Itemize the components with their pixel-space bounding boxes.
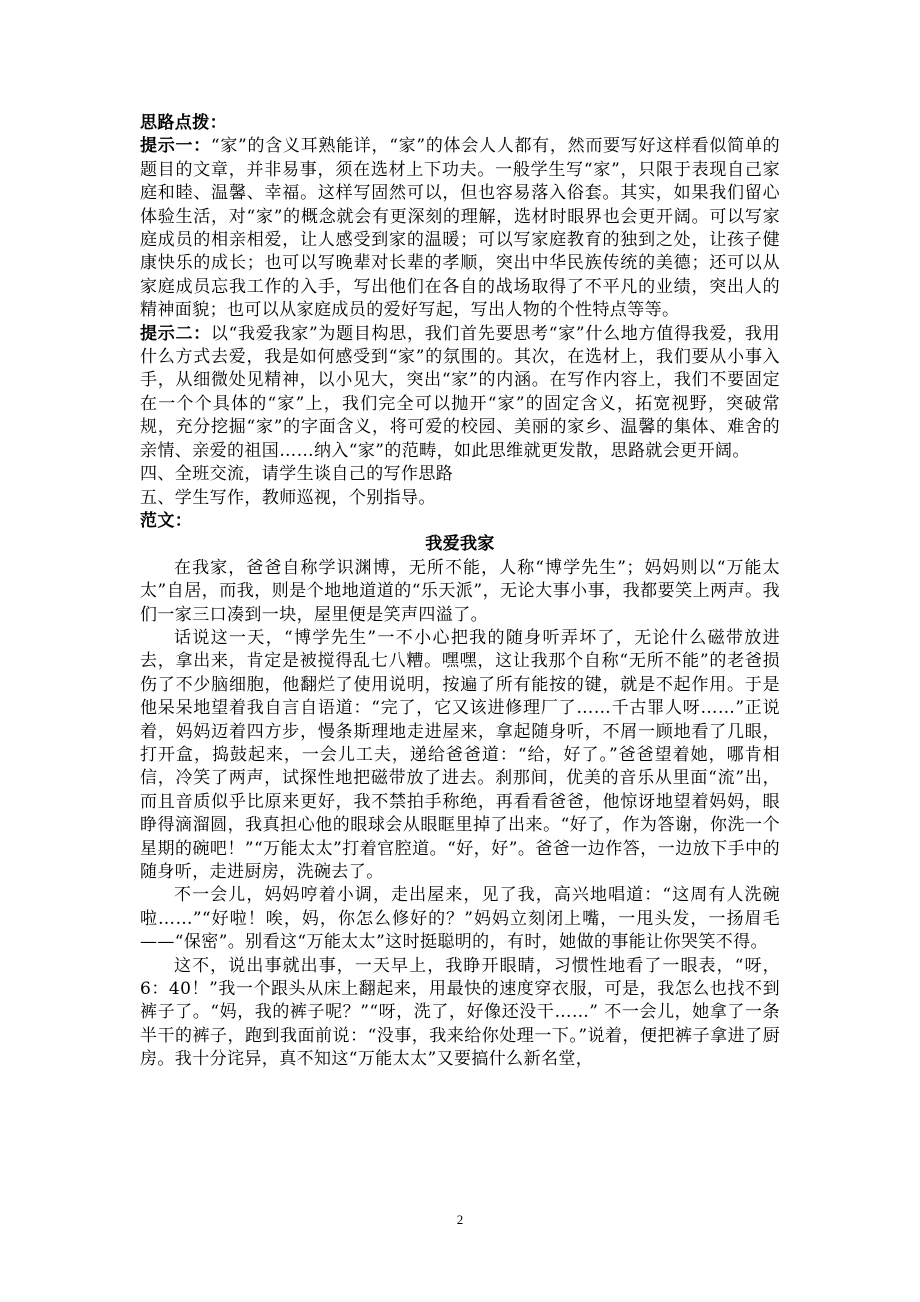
essay-title: 我爱我家 — [425, 534, 495, 555]
hint-one-label: 提示一： — [140, 136, 211, 157]
step-five: 五、学生写作，教师巡视，个别指导。 — [140, 487, 436, 508]
essay-paragraph: 话说这一天，“博学先生”一不小心把我的随身听弄坏了，无论什么磁带放进去，拿出来，肯定是被搅得乱七八糟。嘿嘿，这让我那个自称“无所不能”的老爸损伤了不少脑细胞，他翻烂了使用说明，按遍了所有能按的键，就是不起作用。于是他呆呆地望着我自言自语道：“完了，它又该进修理厂了……千古罪人呀……”正说着，妈妈迈着四方步，慢条斯理地走进屋来，拿起随身听，不屑一顾地看了几眼，打开盒，捣鼓起来，一会儿工夫，递给爸爸道：“给，好了。”爸爸望着她，哪肯相信，冷笑了两声，试探性地把磁带放了进去。刹那间，优美的音乐从里面“流”出，而且音质似乎比原来更好，我不禁拍手称绝，再看看爸爸，他惊讶地望着妈妈，眼睁得滴溜圆，我真担心他的眼球会从眼眶里掉了出来。“好了，作为答谢，你洗一个星期的碗吧！”“万能太太”打着官腔道。“好，好”。爸爸一边作答，一边放下手中的随身听，走进厨房，洗碗去了。 — [140, 627, 780, 882]
hint-one-paragraph — [140, 135, 780, 322]
model-essay-heading: 范文： — [140, 510, 193, 531]
page-number: 2 — [456, 1212, 464, 1227]
essay-paragraph: 不一会儿，妈妈哼着小调，走出屋来，见了我，高兴地唱道：“这周有人洗碗啦……”“好啦！唉，妈，你怎么修好的？”妈妈立刻闭上嘴，一甩头发，一扬眉毛——“保密”。别看这“万能太太”这时挺聪明的，有时，她做的事能让你哭笑不得。 — [140, 885, 780, 953]
section-heading: 思路点拨： — [140, 113, 227, 133]
hint-two-label: 提示二： — [140, 323, 211, 344]
hint-two-paragraph — [140, 323, 780, 463]
step-four: 四、全班交流，请学生谈自己的写作思路 — [140, 464, 454, 485]
hint-two-text: 以“我爱我家”为题目构思，我们首先要思考“家”什么地方值得我爱，我用什么方式去爱，我是如何感受到“家”的氛围的。其次，在选材上，我们要从小事入手，从细微处见精神，以小见大，突出“家”的内涵。在写作内容上，我们不要固定在一个个具体的“家”上，我们完全可以抛开“家”的固定含义，拓宽视野，突破常规，充分挖掘“家”的字面含义，将可爱的校园、美丽的家乡、温馨的集体、难舍的亲情、亲爱的祖国……纳入“家”的范畴，如此思维就更发散，思路就会更开阔。 — [140, 323, 780, 461]
essay-paragraph: 这不，说出事就出事，一天早上，我睁开眼睛，习惯性地看了一眼表，“呀，6：40！”我一个跟头从床上翻起来，用最快的速度穿衣服，可是，我怎么也找不到裤子了。“妈，我的裤子呢？”“呀，洗了，好像还没干……” 不一会儿，她拿了一条半干的裤子，跑到我面前说：“没事，我来给你处理一下。”说着，便把裤子拿进了厨房。我十分诧异，真不知这“万能太太”又要搞什么新名堂， — [140, 955, 780, 1070]
hint-one-text: “家”的含义耳熟能详，“家”的体会人人都有，然而要写好这样看似简单的题目的文章，并非易事，须在选材上下功夫。一般学生写“家”，只限于表现自己家庭和睦、温馨、幸福。这样写固然可以，但也容易落入俗套。其实，如果我们留心体验生活，对“家”的概念就会有更深刻的理解，选材时眼界也会更开阔。可以写家庭成员的相亲相爱，让人感受到家的温暖；可以写家庭教育的独到之处，让孩子健康快乐的成长；也可以写晚辈对长辈的孝顺，突出中华民族传统的美德；还可以从家庭成员忘我工作的入手，写出他们在各自的战场取得了不平凡的业绩，突出人的精神面貌；也可以从家庭成员的爱好写起，写出人物的个性特点等等。 — [140, 136, 780, 321]
document-page — [140, 112, 780, 1072]
essay-paragraph: 在我家，爸爸自称学识渊博，无所不能，人称“博学先生”；妈妈则以“万能太太”自居，而我，则是个地地道道的“乐天派”，无论大事小事，我都要笑上两声。我们一家三口凑到一块，屋里便是笑声四溢了。 — [140, 557, 780, 625]
